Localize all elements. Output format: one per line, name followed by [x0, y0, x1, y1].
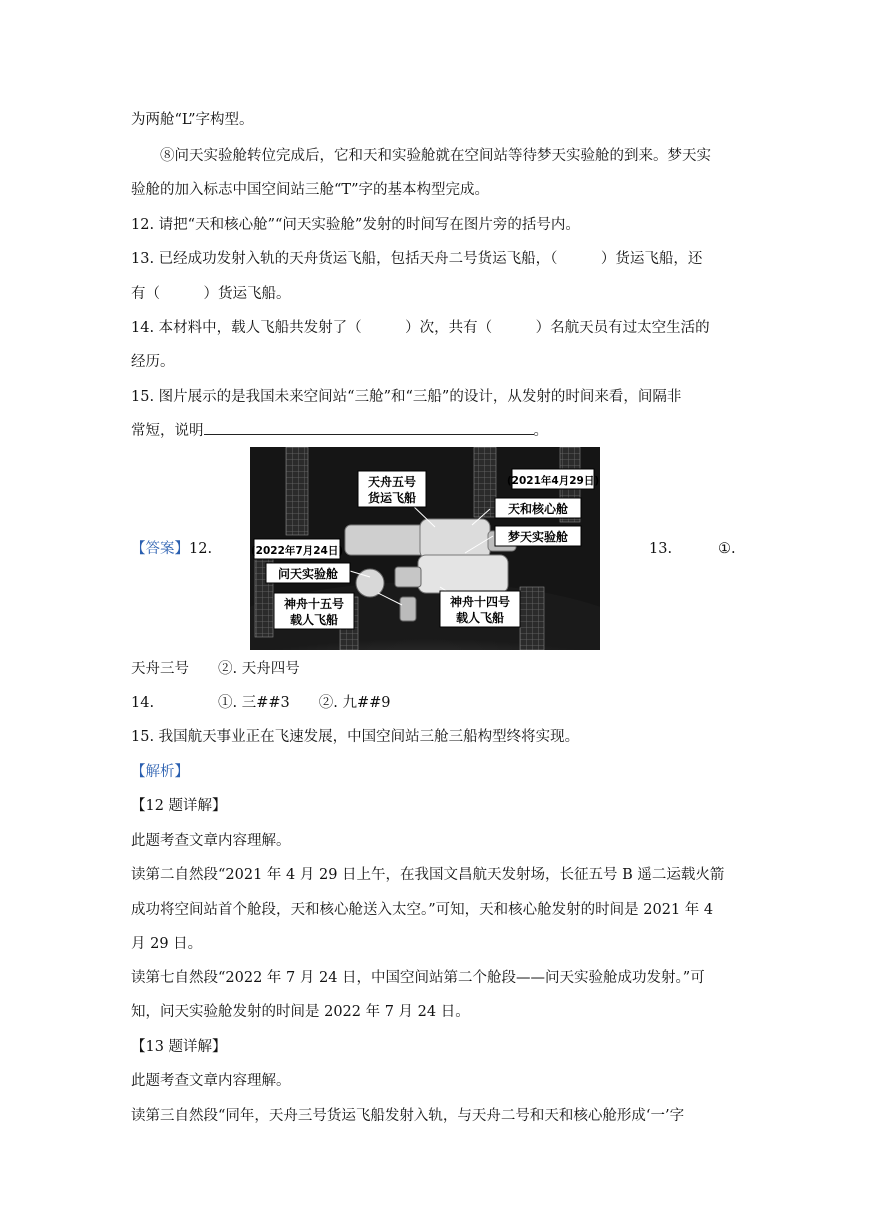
text-line: 为两舱“L”字构型。: [131, 112, 254, 128]
label-text: 天和核心舱: [507, 502, 569, 516]
label-text: 问天实验舱: [277, 567, 339, 581]
text-fragment: 常短，说明: [131, 423, 204, 439]
answer-blank-line: [131, 422, 548, 440]
question-15: 15. 图片展示的是我国未来空间站“三舱”和“三船”的设计，从发射的时间来看，间隔非: [131, 389, 682, 405]
text-line: 经历。: [131, 354, 175, 370]
answer-underline: [204, 422, 534, 435]
solar-panel: [474, 447, 496, 517]
answer-row: [131, 540, 212, 558]
answer-marker: ①.: [718, 541, 736, 557]
space-station-figure: [250, 447, 600, 650]
station-module: [418, 555, 508, 593]
label-mengtian: [495, 526, 581, 546]
text-line: 读第七自然段“2022 年 7 月 24 日，中国空间站第二个舱段——问天实验舱成功发射。”可: [131, 970, 705, 986]
label-text: 神舟十四号: [449, 595, 511, 609]
text-fragment: 。: [533, 423, 548, 439]
answer-number: 13.: [649, 541, 673, 557]
text-line: 验舱的加入标志中国空间站三舱“T”字的基本构型完成。: [131, 182, 489, 198]
answer-number: 14.: [131, 695, 155, 711]
label-shenzhou-14: [440, 591, 520, 627]
label-text: 载人飞船: [289, 613, 339, 627]
text-line: 月 29 日。: [131, 936, 203, 952]
text-line: ⑧问天实验舱转位完成后，它和天和实验舱就在空间站等待梦天实验舱的到来。梦天实: [160, 148, 711, 164]
station-module: [420, 519, 490, 559]
label-tianhe: [495, 498, 581, 518]
analysis-tag: 【解析】: [131, 764, 189, 780]
solar-panel: [255, 547, 273, 637]
section-heading: 【13 题详解】: [131, 1039, 227, 1055]
date-label-left: [251, 539, 343, 559]
section-heading: 【12 题详解】: [131, 798, 227, 814]
solar-panel: [286, 447, 308, 535]
date-label-right: [507, 469, 599, 489]
space-station-image: [250, 447, 600, 650]
question-14: 14. 本材料中，载人飞船共发射了（ ）次，共有（ ）名航天员有过太空生活的: [131, 320, 710, 336]
label-text: 神舟十五号: [283, 597, 345, 611]
text-line: 此题考查文章内容理解。: [131, 1073, 291, 1089]
label-text: 货运飞船: [367, 491, 417, 505]
text-line: 成功将空间站首个舱段，天和核心舱送入太空。”可知，天和核心舱发射的时间是 2021 年 4: [131, 902, 714, 918]
text-line: 读第三自然段“同年，天舟三号货运飞船发射入轨，与天舟二号和天和核心舱形成‘一’字: [131, 1108, 685, 1124]
text-line: 天舟三号 ②. 天舟四号: [131, 661, 300, 677]
date-text: (2022年7月24日): [250, 545, 344, 557]
date-text: (2021年4月29日): [506, 475, 600, 487]
label-text: 梦天实验舱: [507, 530, 569, 544]
spacecraft: [400, 597, 416, 621]
solar-panel: [520, 587, 544, 650]
text-line: ①. 三##3 ②. 九##9: [218, 695, 391, 711]
label-tianzhou-5: [358, 471, 426, 507]
label-shenzhou-15: [274, 593, 354, 629]
label-text: 载人飞船: [455, 611, 505, 625]
question-13: 13. 已经成功发射入轨的天舟货运飞船，包括天舟二号货运飞船，（ ）货运飞船，还: [131, 251, 703, 267]
docking-port: [356, 569, 384, 597]
text-line: 此题考查文章内容理解。: [131, 833, 291, 849]
question-12: 12. 请把“天和核心舱”“问天实验舱”发射的时间写在图片旁的括号内。: [131, 217, 580, 233]
text-line: 有（ ）货运飞船。: [131, 286, 291, 302]
label-text: 天舟五号: [367, 475, 417, 489]
answer-number: 12.: [189, 541, 213, 557]
answer-tag: 【答案】: [131, 541, 189, 557]
text-line: 15. 我国航天事业正在飞速发展，中国空间站三舱三船构型终将实现。: [131, 729, 580, 745]
label-wentian: [266, 563, 350, 583]
text-line: 知，问天实验舱发射的时间是 2022 年 7 月 24 日。: [131, 1004, 470, 1020]
station-module: [395, 567, 421, 587]
text-line: 读第二自然段“2021 年 4 月 29 日上午，在我国文昌航天发射场，长征五号 B 遥二运载火箭: [131, 867, 725, 883]
